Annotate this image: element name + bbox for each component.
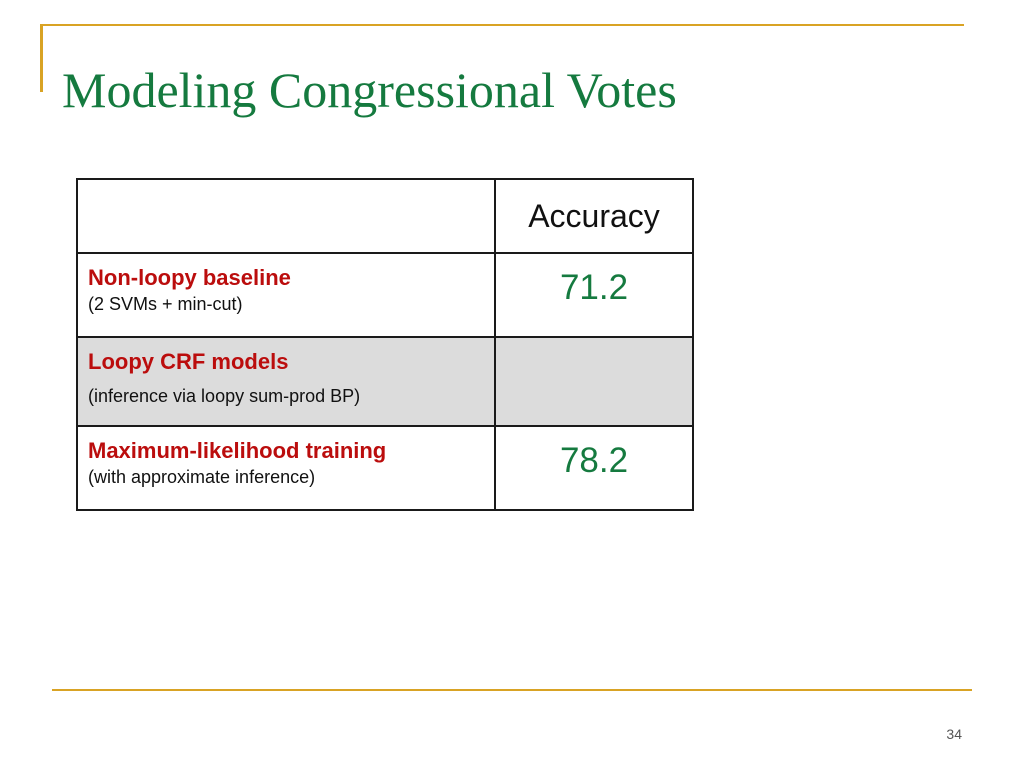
accuracy-value: 71.2 [559,268,629,307]
footer-accent-rule [52,689,972,691]
method-detail: (2 SVMs + min-cut) [88,294,243,314]
accuracy-value: 78.2 [559,441,629,480]
method-cell [77,337,495,426]
method-cell [77,426,495,510]
table-row [77,337,693,426]
method-detail: (with approximate inference) [88,467,316,487]
page-number: 34 [946,726,962,742]
accuracy-cell [495,253,693,337]
slide-title: Modeling Congressional Votes [62,62,677,118]
method-detail: (inference via loopy sum-prod BP) [88,386,361,406]
results-table [76,178,694,511]
frame-accent-vertical [40,24,43,92]
method-cell [77,253,495,337]
table-header-row [77,179,693,253]
accuracy-cell [495,337,693,426]
frame-accent-top-rule [40,24,964,26]
method-name: Maximum-likelihood training [88,438,387,463]
table-row [77,426,693,510]
header-accuracy-cell: Accuracy [495,179,693,253]
method-name: Non-loopy baseline [88,265,291,290]
header-method-cell [77,179,495,253]
accuracy-value [496,338,692,352]
table-row [77,253,693,337]
method-name: Loopy CRF models [88,349,289,374]
accuracy-cell [495,426,693,510]
